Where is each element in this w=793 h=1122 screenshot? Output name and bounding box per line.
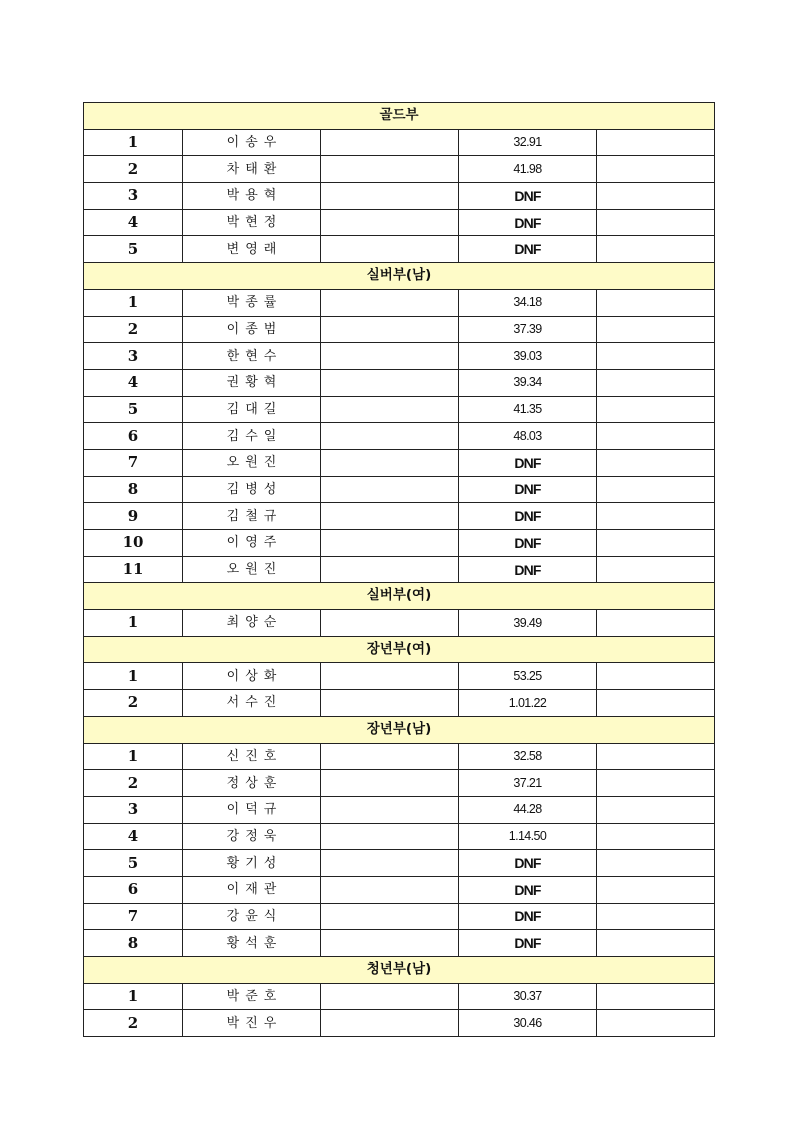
rank-cell: 1 xyxy=(84,129,183,156)
participant-name-cell: 이송우 xyxy=(183,129,321,156)
empty-cell xyxy=(321,610,459,637)
empty-cell xyxy=(597,770,715,797)
empty-cell xyxy=(597,129,715,156)
record-time-cell: 39.49 xyxy=(459,610,597,637)
empty-cell xyxy=(321,396,459,423)
result-row xyxy=(84,770,715,797)
participant-name-cell: 권황혁 xyxy=(183,369,321,396)
record-time-cell: DNF xyxy=(459,209,597,236)
empty-cell xyxy=(321,1010,459,1037)
participant-name-cell: 박용혁 xyxy=(183,183,321,210)
result-row xyxy=(84,690,715,717)
participant-name-cell: 박진우 xyxy=(183,1010,321,1037)
empty-cell xyxy=(597,396,715,423)
record-time-cell: 39.34 xyxy=(459,369,597,396)
record-time-cell: 41.98 xyxy=(459,156,597,183)
empty-cell xyxy=(321,503,459,530)
empty-cell xyxy=(321,796,459,823)
section-header-row xyxy=(84,583,715,610)
empty-cell xyxy=(597,183,715,210)
record-time-cell: DNF xyxy=(459,530,597,557)
record-time-cell: 30.37 xyxy=(459,983,597,1010)
participant-name-cell: 박현정 xyxy=(183,209,321,236)
participant-name-cell: 김대길 xyxy=(183,396,321,423)
result-row xyxy=(84,823,715,850)
empty-cell xyxy=(597,663,715,690)
empty-cell xyxy=(597,449,715,476)
rank-cell: 1 xyxy=(84,610,183,637)
rank-cell: 4 xyxy=(84,823,183,850)
empty-cell xyxy=(321,530,459,557)
result-row xyxy=(84,983,715,1010)
result-row xyxy=(84,156,715,183)
empty-cell xyxy=(321,129,459,156)
record-time-cell: DNF xyxy=(459,503,597,530)
result-row xyxy=(84,1010,715,1037)
result-row xyxy=(84,930,715,957)
participant-name-cell: 박종률 xyxy=(183,289,321,316)
record-time-cell: 30.46 xyxy=(459,1010,597,1037)
participant-name-cell: 신진호 xyxy=(183,743,321,770)
rank-cell: 2 xyxy=(84,156,183,183)
empty-cell xyxy=(597,343,715,370)
empty-cell xyxy=(321,476,459,503)
record-time-cell: 1.01.22 xyxy=(459,690,597,717)
participant-name-cell: 박준호 xyxy=(183,983,321,1010)
empty-cell xyxy=(597,903,715,930)
record-time-cell: 34.18 xyxy=(459,289,597,316)
section-title: 장년부(남) xyxy=(84,716,715,743)
participant-name-cell: 강윤식 xyxy=(183,903,321,930)
empty-cell xyxy=(597,423,715,450)
empty-cell xyxy=(597,530,715,557)
empty-cell xyxy=(597,156,715,183)
empty-cell xyxy=(321,983,459,1010)
empty-cell xyxy=(597,1010,715,1037)
participant-name-cell: 김철규 xyxy=(183,503,321,530)
result-row xyxy=(84,289,715,316)
record-time-cell: DNF xyxy=(459,476,597,503)
result-row xyxy=(84,396,715,423)
result-row xyxy=(84,663,715,690)
record-time-cell: 32.58 xyxy=(459,743,597,770)
rank-cell: 5 xyxy=(84,396,183,423)
section-header-row xyxy=(84,103,715,130)
participant-name-cell: 김병성 xyxy=(183,476,321,503)
record-time-cell: DNF xyxy=(459,183,597,210)
record-time-cell: 37.21 xyxy=(459,770,597,797)
record-time-cell: 41.35 xyxy=(459,396,597,423)
rank-cell: 6 xyxy=(84,876,183,903)
empty-cell xyxy=(597,476,715,503)
result-row xyxy=(84,876,715,903)
empty-cell xyxy=(321,930,459,957)
empty-cell xyxy=(597,930,715,957)
section-title: 장년부(여) xyxy=(84,636,715,663)
rank-cell: 7 xyxy=(84,903,183,930)
result-row xyxy=(84,903,715,930)
participant-name-cell: 김수일 xyxy=(183,423,321,450)
rank-cell: 2 xyxy=(84,770,183,797)
participant-name-cell: 이상화 xyxy=(183,663,321,690)
result-row xyxy=(84,610,715,637)
result-row xyxy=(84,183,715,210)
result-row xyxy=(84,850,715,877)
participant-name-cell: 황석훈 xyxy=(183,930,321,957)
rank-cell: 9 xyxy=(84,503,183,530)
result-row xyxy=(84,236,715,263)
section-header-row xyxy=(84,716,715,743)
empty-cell xyxy=(597,369,715,396)
empty-cell xyxy=(321,236,459,263)
rank-cell: 5 xyxy=(84,850,183,877)
record-time-cell: DNF xyxy=(459,556,597,583)
section-header-row xyxy=(84,957,715,984)
record-time-cell: DNF xyxy=(459,449,597,476)
empty-cell xyxy=(321,690,459,717)
empty-cell xyxy=(597,610,715,637)
record-time-cell: 37.39 xyxy=(459,316,597,343)
empty-cell xyxy=(321,903,459,930)
empty-cell xyxy=(321,369,459,396)
empty-cell xyxy=(321,316,459,343)
section-title: 골드부 xyxy=(84,103,715,130)
result-row xyxy=(84,503,715,530)
empty-cell xyxy=(321,876,459,903)
result-row xyxy=(84,423,715,450)
empty-cell xyxy=(321,770,459,797)
participant-name-cell: 차태환 xyxy=(183,156,321,183)
empty-cell xyxy=(321,183,459,210)
rank-cell: 1 xyxy=(84,743,183,770)
record-time-cell: 32.91 xyxy=(459,129,597,156)
result-row xyxy=(84,129,715,156)
empty-cell xyxy=(597,503,715,530)
section-title: 청년부(남) xyxy=(84,957,715,984)
result-row xyxy=(84,743,715,770)
section-title: 실버부(여) xyxy=(84,583,715,610)
result-row xyxy=(84,796,715,823)
empty-cell xyxy=(321,449,459,476)
empty-cell xyxy=(321,850,459,877)
rank-cell: 6 xyxy=(84,423,183,450)
rank-cell: 10 xyxy=(84,530,183,557)
empty-cell xyxy=(597,236,715,263)
record-time-cell: 39.03 xyxy=(459,343,597,370)
record-time-cell: DNF xyxy=(459,903,597,930)
participant-name-cell: 서수진 xyxy=(183,690,321,717)
empty-cell xyxy=(597,983,715,1010)
empty-cell xyxy=(321,209,459,236)
results-table-body xyxy=(84,103,715,1037)
result-row xyxy=(84,556,715,583)
rank-cell: 1 xyxy=(84,663,183,690)
rank-cell: 8 xyxy=(84,476,183,503)
participant-name-cell: 강정욱 xyxy=(183,823,321,850)
rank-cell: 2 xyxy=(84,1010,183,1037)
empty-cell xyxy=(321,663,459,690)
record-time-cell: DNF xyxy=(459,930,597,957)
record-time-cell: DNF xyxy=(459,850,597,877)
section-header-row xyxy=(84,636,715,663)
record-time-cell: 1.14.50 xyxy=(459,823,597,850)
participant-name-cell: 이영주 xyxy=(183,530,321,557)
empty-cell xyxy=(597,690,715,717)
participant-name-cell: 정상훈 xyxy=(183,770,321,797)
empty-cell xyxy=(597,823,715,850)
empty-cell xyxy=(597,556,715,583)
participant-name-cell: 이덕규 xyxy=(183,796,321,823)
result-row xyxy=(84,449,715,476)
rank-cell: 1 xyxy=(84,983,183,1010)
rank-cell: 4 xyxy=(84,209,183,236)
participant-name-cell: 오원진 xyxy=(183,449,321,476)
record-time-cell: 44.28 xyxy=(459,796,597,823)
rank-cell: 7 xyxy=(84,449,183,476)
result-row xyxy=(84,530,715,557)
rank-cell: 3 xyxy=(84,183,183,210)
participant-name-cell: 황기성 xyxy=(183,850,321,877)
results-table xyxy=(83,102,715,1037)
empty-cell xyxy=(597,209,715,236)
participant-name-cell: 변영래 xyxy=(183,236,321,263)
record-time-cell: DNF xyxy=(459,876,597,903)
empty-cell xyxy=(321,289,459,316)
empty-cell xyxy=(597,796,715,823)
rank-cell: 1 xyxy=(84,289,183,316)
participant-name-cell: 최양순 xyxy=(183,610,321,637)
rank-cell: 2 xyxy=(84,690,183,717)
empty-cell xyxy=(597,316,715,343)
empty-cell xyxy=(321,156,459,183)
participant-name-cell: 오원진 xyxy=(183,556,321,583)
section-title: 실버부(남) xyxy=(84,263,715,290)
rank-cell: 8 xyxy=(84,930,183,957)
rank-cell: 5 xyxy=(84,236,183,263)
record-time-cell: 53.25 xyxy=(459,663,597,690)
rank-cell: 3 xyxy=(84,343,183,370)
record-time-cell: 48.03 xyxy=(459,423,597,450)
result-row xyxy=(84,343,715,370)
result-row xyxy=(84,369,715,396)
empty-cell xyxy=(597,289,715,316)
empty-cell xyxy=(597,743,715,770)
empty-cell xyxy=(321,556,459,583)
record-time-cell: DNF xyxy=(459,236,597,263)
participant-name-cell: 이종범 xyxy=(183,316,321,343)
section-header-row xyxy=(84,263,715,290)
empty-cell xyxy=(597,876,715,903)
rank-cell: 11 xyxy=(84,556,183,583)
empty-cell xyxy=(597,850,715,877)
result-row xyxy=(84,316,715,343)
rank-cell: 4 xyxy=(84,369,183,396)
result-row xyxy=(84,209,715,236)
participant-name-cell: 이재관 xyxy=(183,876,321,903)
empty-cell xyxy=(321,423,459,450)
empty-cell xyxy=(321,823,459,850)
rank-cell: 2 xyxy=(84,316,183,343)
empty-cell xyxy=(321,343,459,370)
empty-cell xyxy=(321,743,459,770)
participant-name-cell: 한현수 xyxy=(183,343,321,370)
result-row xyxy=(84,476,715,503)
rank-cell: 3 xyxy=(84,796,183,823)
